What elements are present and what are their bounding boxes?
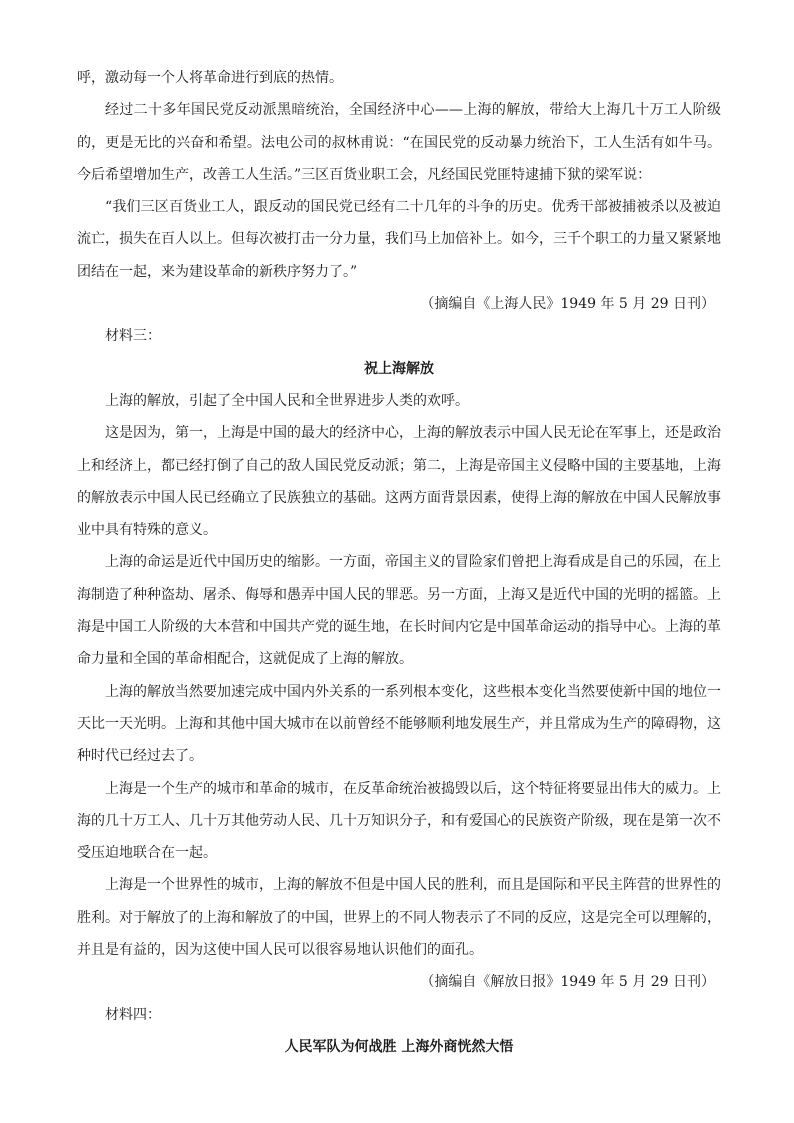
paragraph: 经过二十多年国民党反动派黑暗统治，全国经济中心——上海的解放，带给大上海几十万工人阶级的，更是无比的兴奋和希望。法电公司的叔林甫说：“在国民党的反动暴力统治下，工人生活有如牛马。今后希望增加生产，改善工人生活。”三区百货业职工会，凡经国民党匪特逮捕下狱的梁军说： bbox=[77, 102, 721, 183]
quote-paragraph: “我们三区百货业工人，跟反动的国民党已经有二十几年的斗争的历史。优秀干部被捕被杀以及被迫流亡，损失在百人以上。但每次被打击一分力量，我们马上加倍补上。如今，三千个职工的力量又紧紧地团结在一起，来为建设革命的新秩序努力了。” bbox=[77, 199, 721, 280]
paragraph: 上海的解放，引起了全中国人民和全世界进步人类的欢呼。 bbox=[105, 392, 469, 409]
article-title: 人民军队为何战胜 上海外商恍然大悟 bbox=[284, 1038, 514, 1055]
section-label-material-3: 材料三： bbox=[105, 328, 161, 345]
paragraph: 上海是一个生产的城市和革命的城市，在反革命统治被捣毁以后，这个特征将要显出伟大的威力。上海的几十万工人、几十万其他劳动人民、几十万知识分子，和有爱国心的民族资产阶级，现在是第一次不受压迫地联合在一起。 bbox=[77, 780, 721, 862]
document-body bbox=[77, 62, 721, 1063]
paragraph: 上海的命运是近代中国历史的缩影。一方面，帝国主义的冒险家们曾把上海看成是自己的乐园，在上海制造了种种盗劫、屠杀、侮辱和愚弄中国人民的罪恶。另一方面，上海又是近代中国的光明的摇篮。上海是中国工人阶级的大本营和中国共产党的诞生地，在长时间内它是中国革命运动的指导中心。上海的革命力量和全国的革命相配合，这就促成了上海的解放。 bbox=[77, 554, 721, 668]
source-citation: （摘编自《解放日报》1949 年 5 月 29 日刊） bbox=[420, 974, 715, 991]
paragraph: 这是因为，第一，上海是中国的最大的经济中心，上海的解放表示中国人民无论在军事上，还是政治上和经济上，都已经打倒了自己的敌人国民党反动派；第二，上海是帝国主义侵略中国的主要基地，上海的解放表示中国人民已经确立了民族独立的基础。这两方面背景因素，使得上海的解放在中国人民解放事业中具有特殊的意义。 bbox=[77, 425, 721, 539]
paragraph: 上海的解放当然要加速完成中国内外关系的一系列根本变化，这些根本变化当然要使新中国的地位一天比一天光明。上海和其他中国大城市在以前曾经不能够顺利地发展生产，并且常成为生产的障碍物，这种时代已经过去了。 bbox=[77, 683, 721, 765]
article-title: 祝上海解放 bbox=[364, 360, 434, 377]
source-citation: （摘编自《上海人民》1949 年 5 月 29 日刊） bbox=[420, 296, 715, 313]
paragraph: 呼，激动每一个人将革命进行到底的热情。 bbox=[77, 70, 343, 86]
section-label-material-4: 材料四： bbox=[105, 1006, 161, 1023]
paragraph: 上海是一个世界性的城市，上海的解放不但是中国人民的胜利，而且是国际和平民主阵营的世界性的胜利。对于解放了的上海和解放了的中国，世界上的不同人物表示了不同的反应，这是完全可以理解的，并且是有益的，因为这使中国人民可以很容易地认识他们的面孔。 bbox=[77, 877, 721, 959]
